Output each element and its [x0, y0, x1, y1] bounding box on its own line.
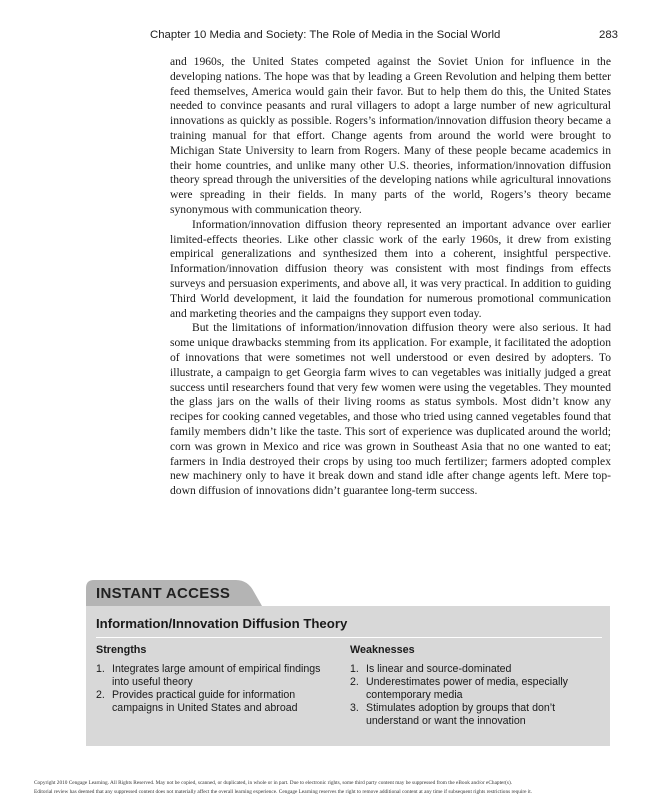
item-number: 1. — [96, 663, 105, 675]
item-number: 1. — [350, 663, 359, 675]
body-text — [170, 55, 611, 499]
strengths-column — [96, 644, 332, 715]
item-text: Underestimates power of media, especially contemporary media — [366, 676, 568, 701]
box-divider — [96, 637, 602, 638]
weaknesses-column — [350, 644, 595, 728]
paragraph: and 1960s, the United States competed against the Soviet Union for influence in the developing nations. The hope was that by leading a Green Revolution and helping them better feed themselves, America would gain their favor. But to help them do this, the United States needed to convince peasants and rural villagers to adopt a large number of new agricultural innovations as quickly as possible. Rogers’s information/innovation diffusion theory became a training manual for that effort. Change agents from around the world were brought to Michigan State University to learn from Rogers. Many of these people became academics in their home countries, and unlike many other U.S. theories, information/innovation diffusion theory spread through the universities of the developing nations while agricultural innovations were spreading in their fields. In many parts of the world, Rogers’s theory became synonymous with communication theory. — [170, 55, 611, 216]
item-text: Integrates large amount of empirical findings into useful theory — [112, 663, 321, 688]
list-item — [96, 663, 332, 689]
paragraph: Information/innovation diffusion theory represented an important advance over earlier limited-effects theories. Like other classic work of the early 1960s, it drew from existing empirical generalizations and synthesized them into a coherent, insightful perspective. Information/innovation diffusion theory was consistent with most findings from effects surveys and persuasion experiments, and above all, it was very practical. In addition to guiding Third World development, it laid the foundation for numerous promotional communication and marketing theories and the campaigns they support even today. — [170, 217, 611, 320]
copyright-notice: Copyright 2010 Cengage Learning. All Rights Reserved. May not be copied, scanned, or duplicated, in whole or in part. Due to electronic rights, some third party content may be suppressed from the eBook and/or eChapter(s). — [34, 780, 513, 786]
weaknesses-heading: Weaknesses — [350, 644, 415, 656]
list-item — [350, 676, 595, 702]
editorial-notice: Editorial review has deemed that any suppressed content does not materially affect the overall learning experience. Cengage Learning reserves the right to remove additional content at any time if subsequent rights restrictions require it. — [34, 789, 533, 795]
item-text: Provides practical guide for information campaigns in United States and abroad — [112, 689, 298, 714]
item-number: 2. — [96, 689, 105, 701]
strengths-heading: Strengths — [96, 644, 147, 656]
strengths-list — [96, 663, 332, 715]
item-number: 3. — [350, 702, 359, 714]
paragraph: But the limitations of information/innovation diffusion theory were also serious. It had some unique drawbacks stemming from its application. For example, it facilitated the adoption of innovations that were sometimes not well understood or even desired by adopters. To illustrate, a campaign to get Georgia farm wives to can vegetables was initially judged a great success until researchers found that very few women were using the vegetables. They mounted the glass jars on the walls of their living rooms as status symbols. Most didn’t know any recipes for cooking canned vegetables, and those who tried using canned vegetables found that family members didn’t like the taste. This sort of experience was duplicated around the world; corn was grown in Mexico and rice was grown in Southeast Asia that no one wanted to eat; farmers in India destroyed their crops by using too much fertilizer; farmers adopted complex new machinery only to have it break down and stand idle after change agents left. Mere top-down diffusion of innovations didn’t guarantee long-term success. — [170, 321, 611, 498]
item-number: 2. — [350, 676, 359, 688]
chapter-title: Chapter 10 Media and Society: The Role of Media in the Social World — [150, 29, 501, 41]
instant-access-label: INSTANT ACCESS — [96, 585, 231, 602]
weaknesses-list — [350, 663, 595, 728]
box-title: Information/Innovation Diffusion Theory — [96, 616, 348, 631]
instant-access-tab — [86, 580, 262, 606]
page-number: 283 — [598, 29, 618, 41]
list-item — [350, 663, 595, 676]
list-item — [96, 689, 332, 715]
item-text: Is linear and source-dominated — [366, 663, 512, 675]
running-head — [150, 29, 618, 41]
list-item — [350, 702, 595, 728]
instant-access-box — [86, 606, 610, 746]
item-text: Stimulates adoption by groups that don’t understand or want the innovation — [366, 702, 556, 727]
